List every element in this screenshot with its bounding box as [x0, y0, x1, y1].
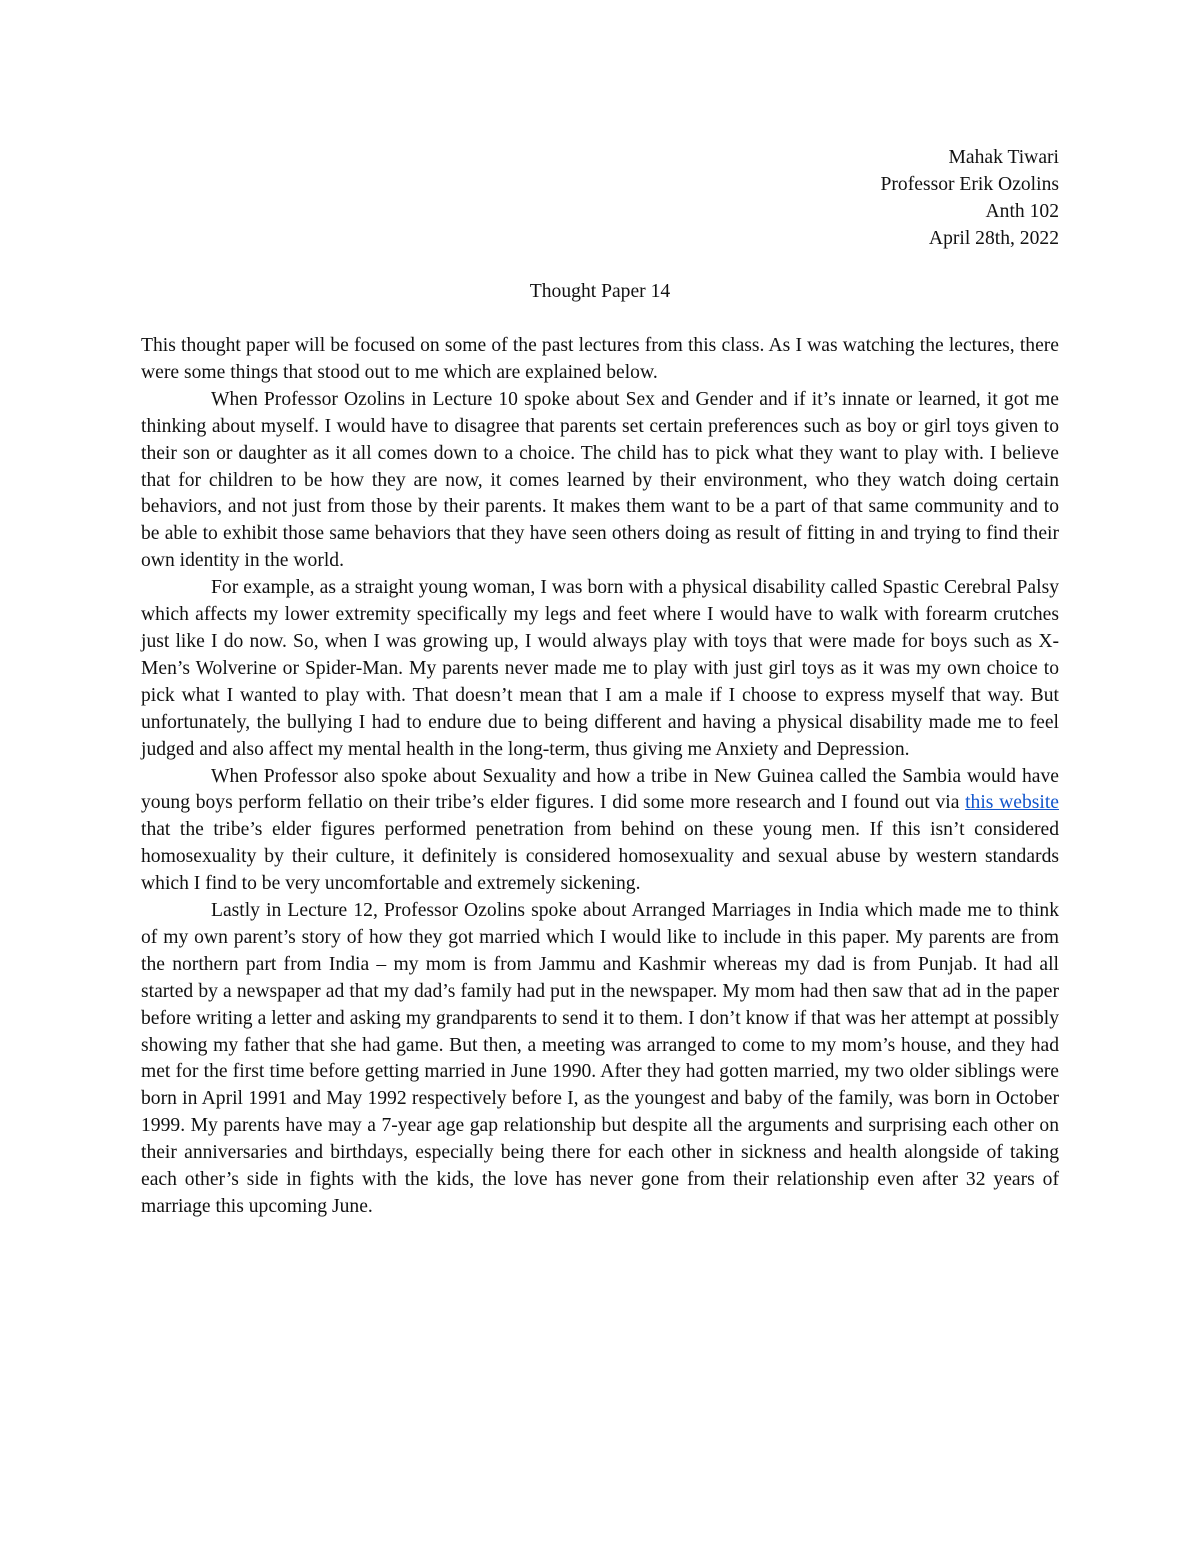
website-link[interactable]: this website — [965, 792, 1059, 814]
paragraph-sexuality-text-before: When Professor also spoke about Sexuality and how a tribe in New Guinea called the Sambia would have young boys perform fellatio on their tribe’s elder figures. I did some more research and I found out via — [141, 765, 1059, 814]
paragraph-sex-and-gender: When Professor Ozolins in Lecture 10 spoke about Sex and Gender and if it’s innate or learned, it got me thinking about myself. I would have to disagree that parents set certain preferences such as boy or girl toys given to their son or daughter as it all comes down to a choice. The child has to pick what they want to play with. I believe that for children to be how they are now, it comes learned by their environment, who they watch doing certain behaviors, and not just from those by their parents. It makes them want to be a part of that same community and to be able to exhibit those same behaviors that they have seen others doing as result of fitting in and trying to find their own identity in the world. — [141, 388, 1059, 572]
paragraph-personal-example: For example, as a straight young woman, I was born with a physical disability called Spastic Cerebral Palsy which affects my lower extremity specifically my legs and feet where I would have to walk with forearm crutches just like I do now. So, when I was growing up, I would always play with toys that were made for boys such as X-Men’s Wolverine or Spider-Man. My parents never made me to play with just girl toys as it was my own choice to pick what I wanted to play with. That doesn’t mean that I am a male if I choose to express myself that way. But unfortunately, the bullying I had to endure due to being different and having a physical disability made me to feel judged and also affect my mental health in the long-term, thus giving me Anxiety and Depression. — [141, 577, 1059, 760]
paragraph-sexuality-text-after: that the tribe’s elder figures performed penetration from behind on these young men. If this isn’t considered homosexuality by their culture, it definitely is considered homosexuality and sexual abuse by western standards which I find to be very uncomfortable and extremely sickening. — [141, 819, 1059, 895]
page-title: Thought Paper 14 — [529, 281, 671, 302]
professor-name: Professor Erik Ozolins — [880, 174, 1059, 195]
paragraph-arranged-marriages: Lastly in Lecture 12, Professor Ozolins spoke about Arranged Marriages in India which made me to think of my own parent’s story of how they got married which I would like to include in this paper. My parents are from the northern part from India – my mom is from Jammu and Kashmir whereas my dad is from Punjab. It had all started by a newspaper ad that my dad’s family had put in the newspaper. My mom had then saw that ad in the paper before writing a letter and asking my grandparents to send it to them. I don’t know if that was her attempt at possibly showing my father that she had game. But then, a meeting was arranged to come to my mom’s house, and they had met for the first time before getting married in June 1990. After they had gotten married, my two older siblings were born in April 1991 and May 1992 respectively before I, as the youngest and baby of the family, was born in October 1999. My parents have may a 7-year age gap relationship but despite all the arguments and surprising each other on their anniversaries and birthdays, especially being there for each other in sickness and health alongside of taking each other’s side in fights with the kids, the love has never gone from their relationship even after 32 years of marriage this upcoming June. — [141, 900, 1059, 1217]
course-name: Anth 102 — [985, 201, 1059, 222]
header-block — [881, 144, 1060, 252]
author-name: Mahak Tiwari — [948, 147, 1059, 168]
body-text — [141, 333, 1059, 1221]
date: April 28th, 2022 — [928, 228, 1059, 249]
paragraph-sexuality — [141, 764, 1059, 899]
paragraph-intro: This thought paper will be focused on some of the past lectures from this class. As I was watching the lectures, there were some things that stood out to me which are explained below. — [141, 335, 1059, 383]
